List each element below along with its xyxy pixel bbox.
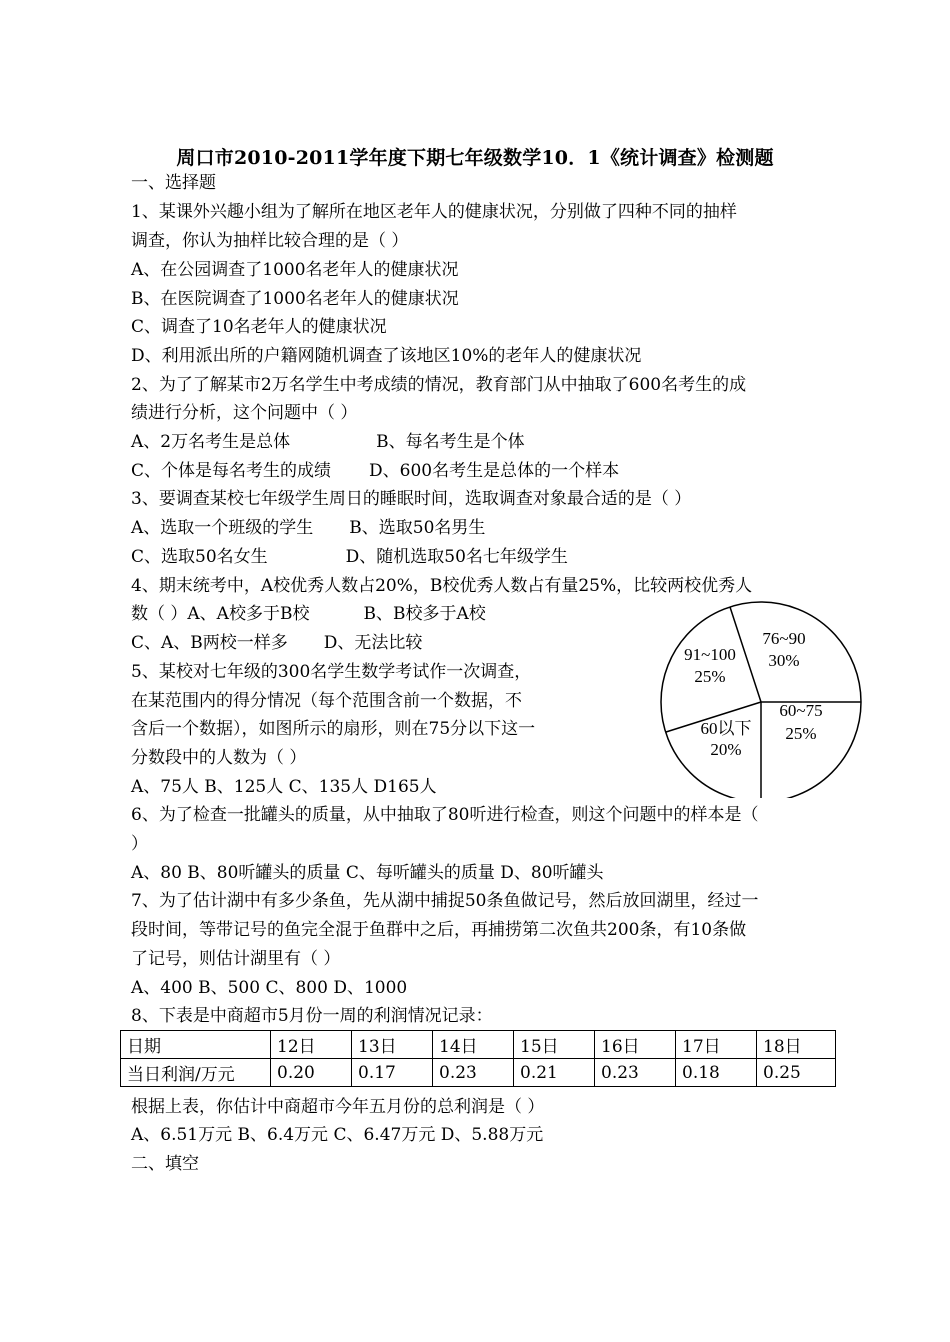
table-cell-day: 12日 [271, 1031, 352, 1059]
q8-after-table: 根据上表，你估计中商超市今年五月份的总利润是（ ） [131, 1097, 545, 1117]
q1-stem-line1: 1、某课外兴趣小组为了解所在地区老年人的健康状况，分别做了四种不同的抽样 [131, 202, 737, 222]
q5-stem-line2: 在某范围内的得分情况（每个范围含前一个数据，不 [131, 691, 522, 711]
q1-option-a: A、在公园调查了1000名老年人的健康状况 [131, 260, 459, 280]
table-row-profits [121, 1059, 836, 1087]
table-cell-profit: 0.23 [433, 1059, 514, 1087]
q1-option-d: D、利用派出所的户籍网随机调查了该地区10%的老年人的健康状况 [131, 346, 642, 366]
table-cell-day: 15日 [514, 1031, 595, 1059]
table-cell-day: 16日 [595, 1031, 676, 1059]
q3-option-c: C、选取50名女生 [131, 547, 268, 567]
section-choice-heading: 一、选择题 [131, 173, 216, 193]
q6-options: A、80 B、80听罐头的质量 C、每听罐头的质量 D、80听罐头 [131, 863, 604, 883]
q7-stem-line2: 段时间，等带记号的鱼完全混于鱼群中之后，再捕捞第二次鱼共200条，有10条做 [131, 920, 747, 940]
table-cell-profit: 0.20 [271, 1059, 352, 1087]
slice-91-100-range: 91~100 [684, 645, 736, 664]
q4-stem-line1: 4、期末统考中，A校优秀人数占20%，B校优秀人数占有量25%，比较两校优秀人 [131, 576, 753, 596]
q2-option-a: A、2万名考生是总体 [131, 432, 291, 452]
q2-option-d: D、600名考生是总体的一个样本 [369, 461, 620, 481]
q2-stem-line1: 2、为了了解某市2万名学生中考成绩的情况，教育部门从中抽取了600名考生的成 [131, 375, 747, 395]
table-cell-profit: 0.25 [757, 1059, 836, 1087]
table-row-label-profit: 当日利润/万元 [121, 1059, 271, 1087]
q3-options-row2 [131, 546, 568, 568]
page-title: 周口市2010-2011学年度下期七年级数学10．1《统计调查》检测题 [176, 147, 774, 169]
slice-below-60-range: 60以下 [700, 719, 752, 738]
table-row-label-date: 日期 [121, 1031, 271, 1059]
q3-option-d: D、随机选取50名七年级学生 [345, 547, 568, 567]
q8-stem: 8、下表是中商超市5月份一周的利润情况记录： [131, 1006, 493, 1026]
q7-stem-line3: 了记号，则估计湖里有（ ） [131, 949, 341, 969]
q2-options-row1 [131, 431, 525, 453]
q4-stem-line2 [131, 603, 486, 625]
q6-stem-line1: 6、为了检查一批罐头的质量，从中抽取了80听进行检查，则这个问题中的样本是（ [131, 805, 759, 825]
q4-option-c: C、A、B两校一样多 [131, 633, 288, 653]
q3-option-b: B、选取50名男生 [349, 518, 486, 538]
q2-option-c: C、个体是每名考生的成绩 [131, 461, 332, 481]
q5-options: A、75人 B、125人 C、135人 D165人 [131, 777, 437, 797]
slice-76-90-percent: 30% [768, 651, 800, 670]
q2-option-b: B、每名考生是个体 [376, 432, 525, 452]
table-cell-profit: 0.23 [595, 1059, 676, 1087]
q5-stem-line3: 含后一个数据），如图所示的扇形，则在75分以下这一 [131, 719, 536, 739]
q4-option-b: B、B校多于A校 [363, 604, 486, 624]
slice-60-75-percent: 25% [785, 724, 817, 743]
slice-below-60-percent: 20% [710, 740, 742, 759]
q4-stem-with-option-a: 数（ ）A、A校多于B校 [131, 604, 310, 624]
q3-stem: 3、要调查某校七年级学生周日的睡眠时间，选取调查对象最合适的是（ ） [131, 489, 692, 509]
table-cell-day: 17日 [676, 1031, 757, 1059]
q6-stem-line2: ） [131, 834, 148, 854]
table-cell-profit: 0.21 [514, 1059, 595, 1087]
q2-options-row2 [131, 460, 619, 482]
slice-60-75-range: 60~75 [779, 701, 823, 720]
q3-option-a: A、选取一个班级的学生 [131, 518, 314, 538]
profit-table [120, 1030, 836, 1087]
q5-stem-line4: 分数段中的人数为（ ） [131, 748, 307, 768]
table-cell-profit: 0.17 [352, 1059, 433, 1087]
q1-option-c: C、调查了10名老年人的健康状况 [131, 317, 387, 337]
q7-stem-line1: 7、为了估计湖中有多少条鱼，先从湖中捕捉50条鱼做记号，然后放回湖里，经过一 [131, 891, 759, 911]
q4-option-d: D、无法比较 [323, 633, 423, 653]
table-cell-day: 14日 [433, 1031, 514, 1059]
q3-options-row1 [131, 517, 485, 539]
slice-76-90-range: 76~90 [762, 629, 806, 648]
q1-stem-line2: 调查，你认为抽样比较合理的是（ ） [131, 231, 409, 251]
q5-stem-line1: 5、某校对七年级的300名学生数学考试作一次调查， [131, 662, 532, 682]
q8-options: A、6.51万元 B、6.4万元 C、6.47万元 D、5.88万元 [131, 1125, 544, 1145]
score-pie-chart [655, 598, 867, 798]
table-cell-day: 18日 [757, 1031, 836, 1059]
table-cell-day: 13日 [352, 1031, 433, 1059]
table-row-dates [121, 1031, 836, 1059]
q1-option-b: B、在医院调查了1000名老年人的健康状况 [131, 289, 459, 309]
q7-options: A、400 B、500 C、800 D、1000 [131, 978, 408, 998]
table-cell-profit: 0.18 [676, 1059, 757, 1087]
q2-stem-line2: 绩进行分析，这个问题中（ ） [131, 403, 358, 423]
q4-options-row2 [131, 632, 422, 654]
section-fill-heading: 二、填空 [131, 1154, 199, 1174]
slice-91-100-percent: 25% [694, 667, 726, 686]
